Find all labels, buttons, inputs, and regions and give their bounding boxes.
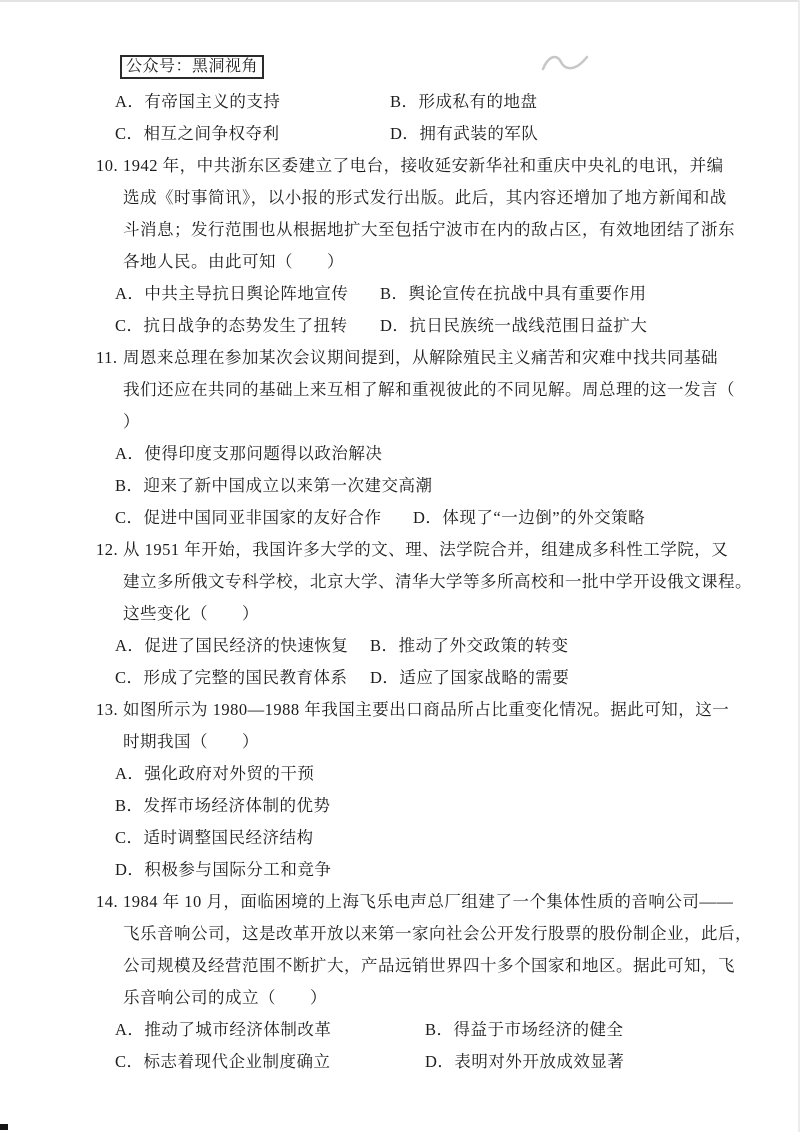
option-b: B．迎来了新中国成立以来第一次建交高潮 — [115, 476, 433, 495]
option-row — [96, 662, 726, 694]
option-row — [96, 310, 726, 342]
question-stem-line — [96, 534, 729, 566]
question-stem-line: 这些变化（ ） — [123, 604, 259, 623]
option-row — [96, 758, 726, 790]
question-12 — [96, 534, 752, 694]
option-row — [96, 438, 726, 470]
option-c: C．相互之间争权夺利 — [115, 124, 280, 143]
question-stem-text: 从 1951 年开始，我国许多大学的文、理、法学院合并，组建成多科性工学院，又 — [123, 540, 729, 559]
option-row — [96, 790, 726, 822]
question-number: 10. — [96, 156, 119, 175]
option-a: A．促进了国民经济的快速恢复 — [115, 636, 349, 655]
question-number: 11. — [96, 348, 118, 367]
question-stem-line: 乐音响公司的成立（ ） — [123, 988, 327, 1007]
question-stem-line — [96, 150, 726, 182]
option-d: D．拥有武装的军队 — [390, 124, 539, 143]
question-11 — [96, 342, 735, 534]
question-10 — [96, 150, 735, 342]
question-number: 13. — [96, 700, 119, 719]
question-number: 12. — [96, 540, 119, 559]
option-c: C．适时调整国民经济结构 — [115, 828, 314, 847]
exam-content — [96, 86, 752, 1078]
option-d: D．适应了国家战略的需要 — [370, 668, 570, 687]
option-row — [96, 278, 726, 310]
question-stem-line: 公司规模及经营范围不断扩大，产品远销世界四十多个国家和地区。据此可知，飞 — [123, 956, 735, 975]
question-stem-line: ） — [123, 412, 140, 431]
option-c: C．促进中国同亚非国家的友好合作 — [115, 508, 382, 527]
option-a: A．推动了城市经济体制改革 — [115, 1020, 332, 1039]
question-stem-text: 如图所示为 1980—1988 年我国主要出口商品所占比重变化情况。据此可知，这一 — [123, 700, 730, 719]
question-stem-line: 各地人民。由此可知（ ） — [123, 252, 344, 271]
option-c: C．抗日战争的态势发生了扭转 — [115, 316, 348, 335]
option-row — [96, 1046, 726, 1078]
option-d: D．积极参与国际分工和竞争 — [115, 860, 332, 879]
question-stem-text: 1984 年 10 月，面临困境的上海飞乐电声总厂组建了一个集体性质的音响公司—— — [123, 892, 734, 911]
question-number: 14. — [96, 892, 119, 911]
option-b: B．发挥市场经济体制的优势 — [115, 796, 331, 815]
scan-corner-artifact — [0, 1124, 8, 1130]
watermark-label: 公众号：黑洞视角 — [120, 55, 264, 79]
question-stem-line: 斗消息；发行范围也从根据地扩大至包括宁波市在内的敌占区，有效地团结了浙东 — [123, 220, 735, 239]
option-b: B．得益于市场经济的健全 — [425, 1020, 624, 1039]
scan-edge-top — [0, 0, 800, 2]
question-stem-line — [96, 694, 730, 726]
option-d: D．表明对外开放成效显著 — [425, 1052, 625, 1071]
option-b: B．形成私有的地盘 — [390, 92, 538, 111]
question-13 — [96, 694, 730, 886]
question-stem-text: 1942 年，中共浙东区委建立了电台，接收延安新华社和重庆中央礼的电讯，并编 — [123, 156, 724, 175]
pen-scribble-mark — [540, 50, 592, 78]
option-a: A．有帝国主义的支持 — [115, 92, 281, 111]
option-row — [96, 118, 726, 150]
option-d: D．体现了“一边倒”的外交策略 — [413, 508, 646, 527]
option-c: C．形成了完整的国民教育体系 — [115, 668, 348, 687]
question-stem-line: 建立多所俄文专科学校，北京大学、清华大学等多所高校和一批中学开设俄文课程。 — [123, 572, 752, 591]
option-a: A．中共主导抗日舆论阵地宣传 — [115, 284, 349, 303]
question-stem-line — [96, 342, 726, 374]
option-row — [96, 470, 726, 502]
option-d: D．抗日民族统一战线范围日益扩大 — [380, 316, 648, 335]
option-row — [96, 822, 726, 854]
option-row — [96, 854, 726, 886]
question-stem-line: 选成《时事简讯》，以小报的形式发行出版。此后，其内容还增加了地方新闻和战 — [123, 188, 727, 207]
option-a: A．使得印度支那问题得以政治解决 — [115, 444, 383, 463]
question-stem-text: 周恩来总理在参加某次会议期间提到，从解除殖民主义痛苦和灾难中找共同基础 — [123, 348, 718, 367]
question-stem-line: 我们还应在共同的基础上来互相了解和重视彼此的不同见解。周总理的这一发言（ — [123, 380, 735, 399]
question-stem-line — [96, 886, 734, 918]
option-b: B．推动了外交政策的转变 — [370, 636, 569, 655]
option-b: B．舆论宣传在抗战中具有重要作用 — [380, 284, 647, 303]
question-14 — [96, 886, 752, 1078]
option-row — [96, 86, 726, 118]
option-row — [96, 502, 726, 534]
option-c: C．标志着现代企业制度确立 — [115, 1052, 331, 1071]
option-a: A．强化政府对外贸的干预 — [115, 764, 315, 783]
option-row — [96, 630, 726, 662]
option-row — [96, 1014, 726, 1046]
question-stem-line: 飞乐音响公司，这是改革开放以来第一家向社会公开发行股票的股份制企业，此后， — [123, 924, 752, 943]
question-stem-line: 时期我国（ ） — [123, 732, 259, 751]
